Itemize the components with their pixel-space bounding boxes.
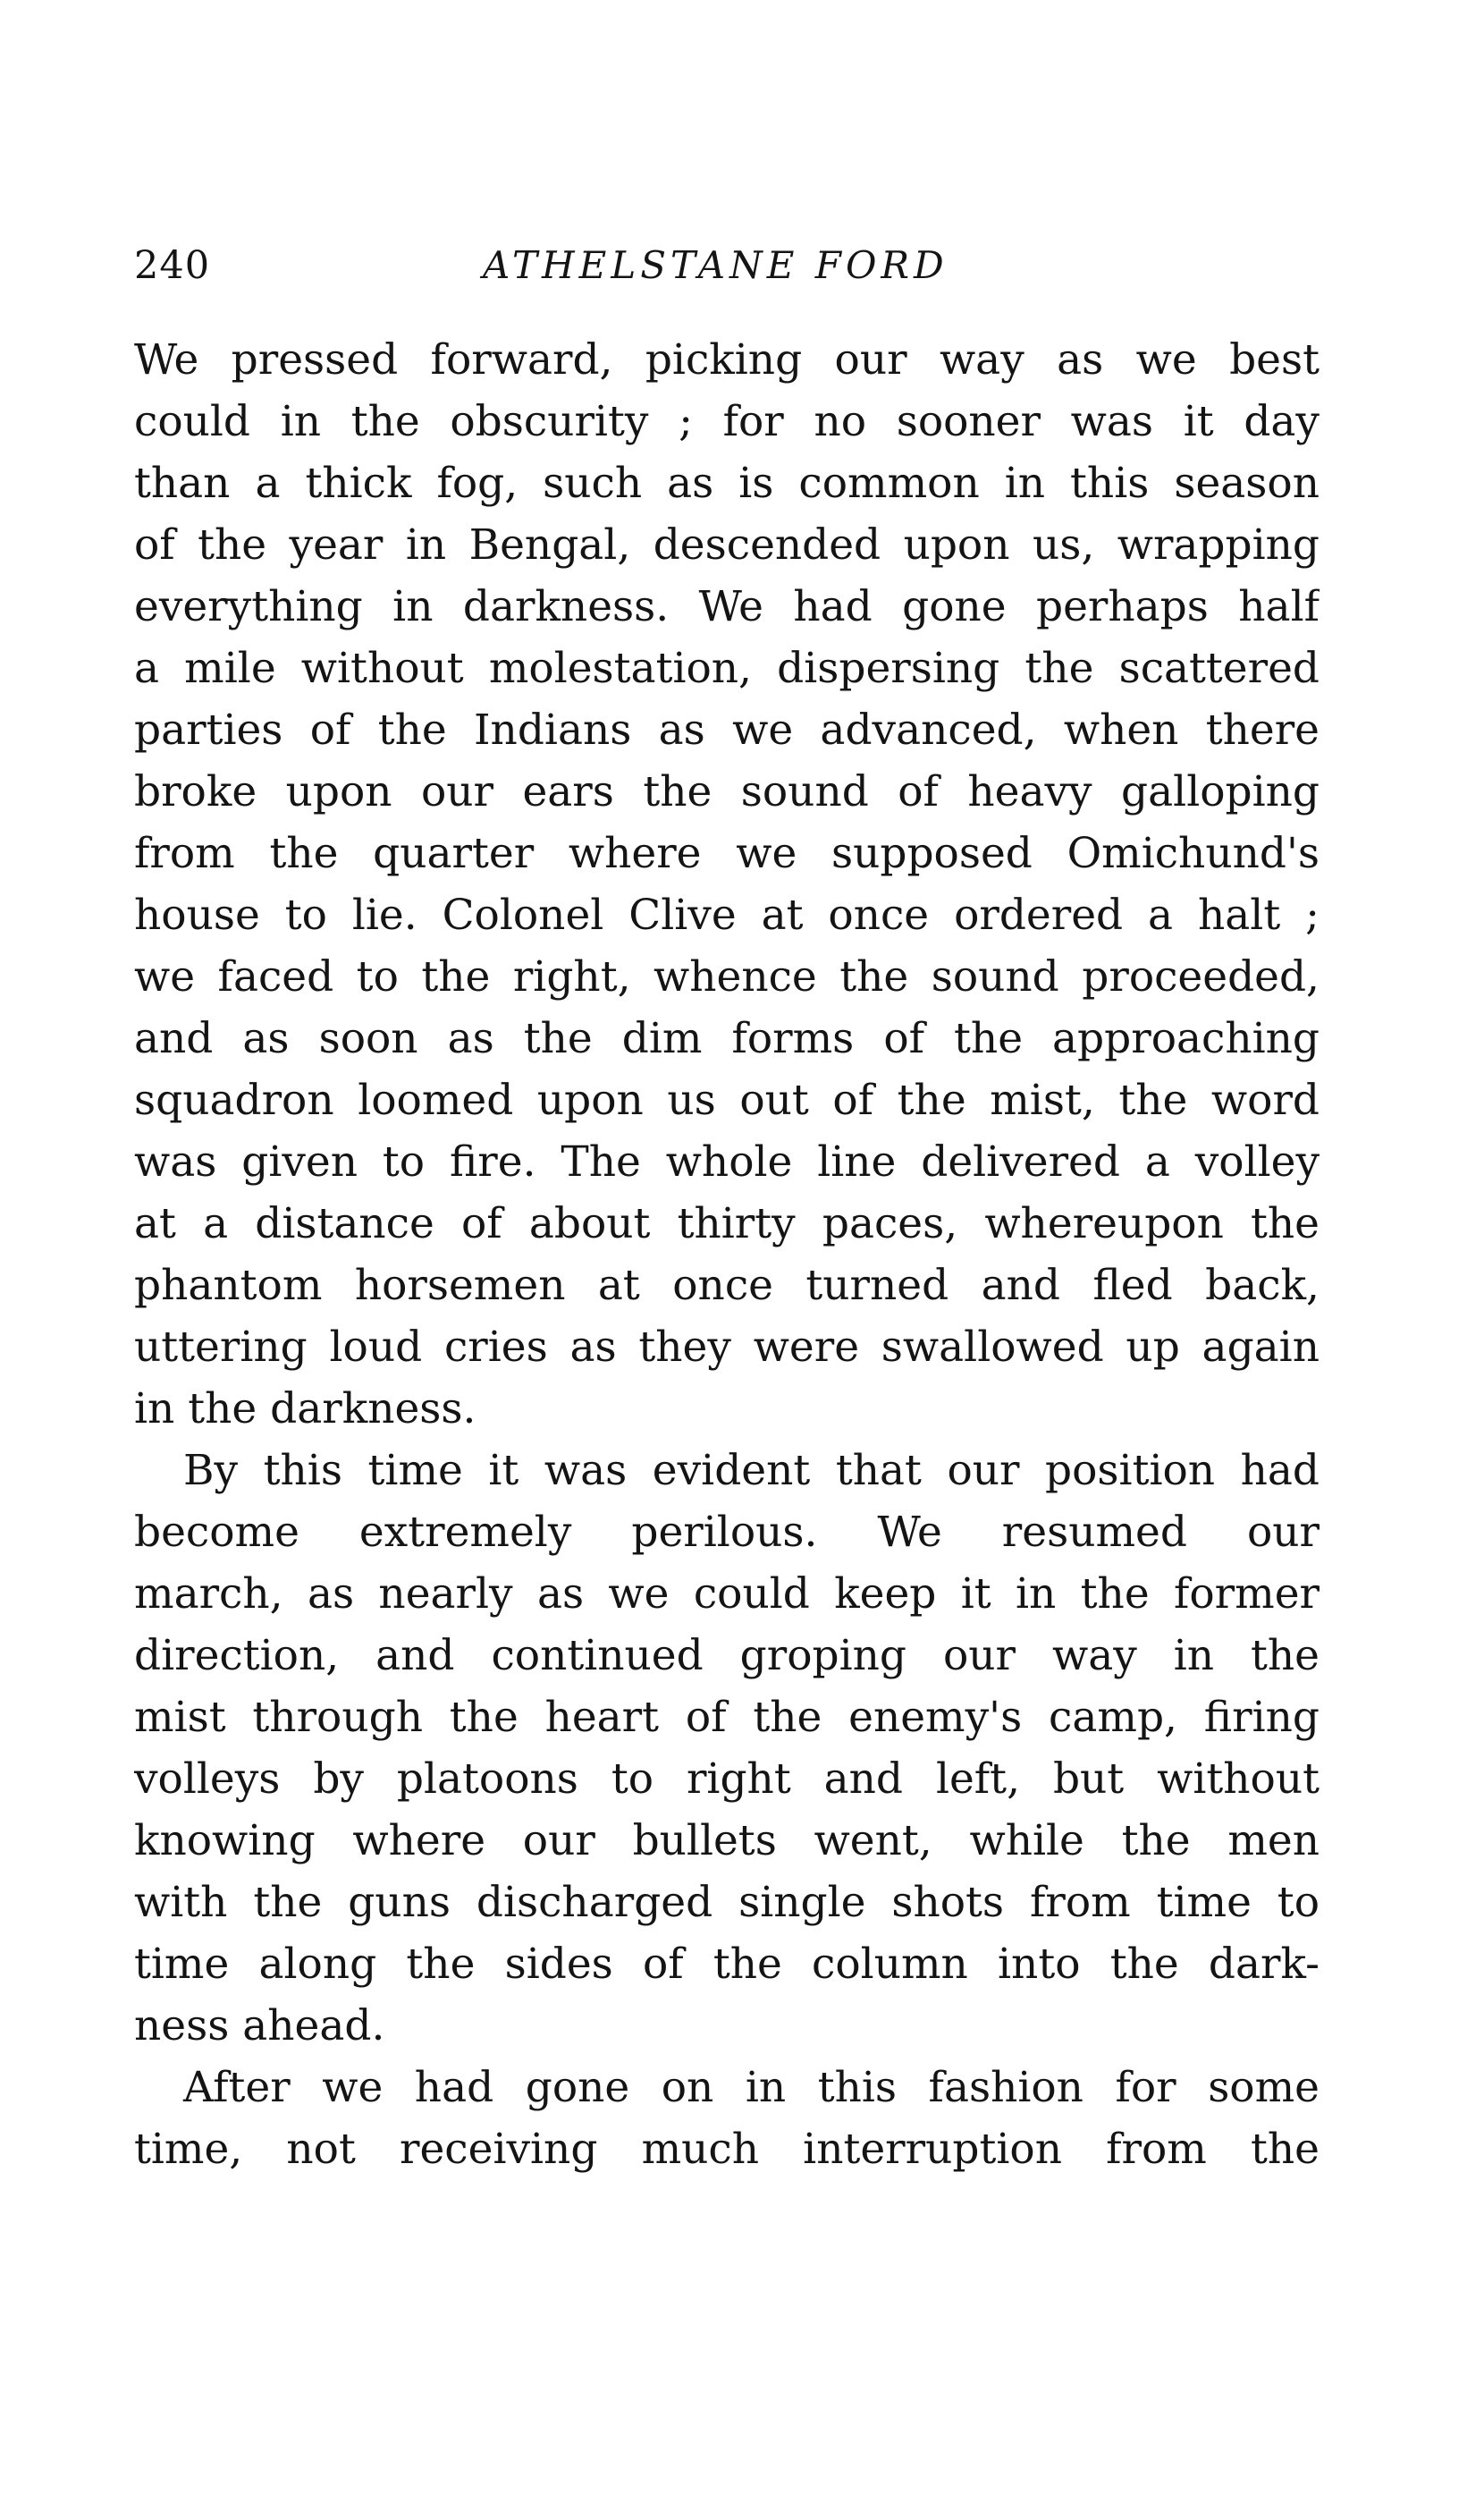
text-line: phantom horsemen at once turned and fled back,	[134, 1261, 1320, 1310]
text-line: broke upon our ears the sound of heavy galloping	[134, 767, 1320, 816]
text-line: a mile without molestation, dispersing the scattered	[134, 644, 1320, 693]
text-line: at a distance of about thirty paces, whereupon the	[134, 1199, 1320, 1248]
text-line: uttering loud cries as they were swallowed up again	[134, 1323, 1320, 1372]
text-line: After we had gone on in this fashion for some	[183, 2063, 1320, 2112]
text-line: By this time it was evident that our position had	[183, 1446, 1320, 1495]
text-line: in the darkness.	[134, 1384, 476, 1433]
text-line: everything in darkness. We had gone perhaps half	[134, 582, 1320, 631]
text-line: knowing where our bullets went, while the men	[134, 1816, 1320, 1865]
text-line: march, as nearly as we could keep it in the former	[134, 1569, 1320, 1619]
text-line: of the year in Bengal, descended upon us, wrapping	[134, 520, 1320, 570]
text-line: than a thick fog, such as is common in this season	[134, 459, 1320, 508]
paragraph-2	[134, 1440, 1320, 2057]
text-line: time along the sides of the column into the dark-	[134, 1940, 1320, 1989]
text-line: we faced to the right, whence the sound proceeded,	[134, 952, 1320, 1002]
text-line: We pressed forward, picking our way as we best	[134, 335, 1320, 385]
text-line: could in the obscurity ; for no sooner was it day	[134, 397, 1320, 446]
text-line: ness ahead.	[134, 2001, 385, 2050]
text-line: squadron loomed upon us out of the mist, the word	[134, 1076, 1320, 1125]
text-line: time, not receiving much interruption from the	[134, 2125, 1320, 2174]
text-line: become extremely perilous. We resumed our	[134, 1508, 1320, 1557]
page-number: 240	[134, 243, 211, 288]
text-line: house to lie. Colonel Clive at once ordered a halt ;	[134, 891, 1320, 940]
text-line: from the quarter where we supposed Omichund's	[134, 829, 1320, 878]
text-line: and as soon as the dim forms of the approaching	[134, 1014, 1320, 1063]
text-line: with the guns discharged single shots from time to	[134, 1878, 1320, 1927]
body-text	[134, 329, 1320, 2180]
paragraph-3	[134, 2057, 1320, 2180]
text-line: parties of the Indians as we advanced, when there	[134, 706, 1320, 755]
running-title: ATHELSTANE FORD	[483, 243, 949, 287]
text-line: volleys by platoons to right and left, but without	[134, 1754, 1320, 1804]
paragraph-1	[134, 329, 1320, 1440]
page-header	[134, 234, 1320, 297]
text-line: mist through the heart of the enemy's camp, firing	[134, 1693, 1320, 1742]
text-line: direction, and continued groping our way in the	[134, 1631, 1320, 1680]
text-line: was given to fire. The whole line delivered a volley	[134, 1137, 1320, 1187]
